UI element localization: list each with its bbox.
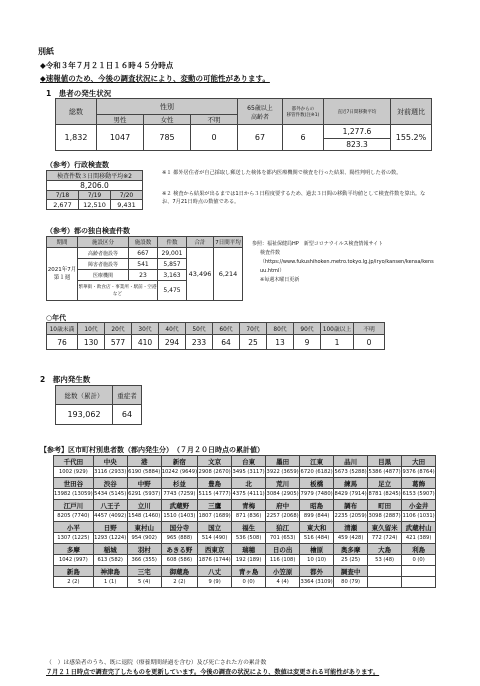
age-header-8: 80代 [267,323,294,335]
header-ratio: 対前週比 [391,99,432,125]
ward-name: 大田 [402,456,436,467]
header-unknown: 不明 [191,115,238,125]
age-value-0: 76 [47,335,78,350]
ward-name: 青梅 [232,500,266,511]
ref-line-2: 検査件数 [260,250,281,256]
ward-name: 多摩 [54,544,94,555]
ward-name: あきる野 [161,544,197,555]
ward-name: 町田 [368,500,402,511]
ward-name: 千代田 [54,456,94,467]
ward-name: 府中 [266,500,300,511]
ward-value: 5386 (4877) [368,467,402,478]
ward-name: 神津島 [93,566,127,577]
ward-value: 5 (4) [127,577,161,588]
age-header-11: 不明 [354,323,385,335]
ward-name: 瑞穂 [232,544,266,555]
ward-value: 3116 (2933) [93,467,127,478]
ward-value: 3084 (2905) [266,489,300,500]
section2-title: 2 都内発生数 [40,375,91,384]
ward-name: 国立 [198,522,232,533]
ward-name: 練馬 [334,478,368,489]
patient-status-table [55,98,432,151]
admin-tests-title: （参考）行政検査数 [46,161,109,169]
age-value-9: 9 [294,335,321,350]
ward-value: 1106 (1031) [402,511,436,522]
ward-value: 6291 (5937) [127,489,161,500]
ward-name: 三鷹 [198,500,232,511]
wards-update-note: ７月２１日時点で調査完了したものを更新しています。今後の調査の状況により、数値は変更される可能性があります。 [46,669,380,676]
value-severe: 64 [113,405,142,425]
time-stamp: ◆令和３年７月２１日１６時４５分時点 [40,61,174,70]
ward-name: 江戸川 [54,500,94,511]
ward-name: 青ヶ島 [232,566,266,577]
ward-value: 4457 (4092) [93,511,127,522]
age-header-4: 40代 [159,323,186,335]
ward-name: 文京 [198,456,232,467]
admin-date-3: 7/20 [111,191,143,200]
own-sum: 43,496 [187,248,214,301]
own-avg: 6,214 [214,248,243,301]
ward-name: 小金井 [402,500,436,511]
ward-value: 7743 (7259) [161,489,197,500]
doc-label: 別紙 [38,47,54,56]
age-value-1: 130 [78,335,105,350]
ward-value: 1042 (997) [54,555,94,566]
admin-count-1: 2,677 [47,200,79,210]
ward-value: 5673 (5288) [334,467,368,478]
header-total: 総数 [56,99,97,125]
ward-name: 小平 [54,522,94,533]
ward-name: 品川 [334,456,368,467]
ward-value: 1293 (1224) [93,533,127,544]
own-count-3: 3,163 [158,270,187,281]
ward-value: 8781 (8245) [368,489,402,500]
ward-value: 5434 (5145) [93,489,127,500]
ward-name: 北 [232,478,266,489]
ward-name: 都外 [300,566,334,577]
ward-value: 192 (189) [232,555,266,566]
ward-value: 421 (389) [402,533,436,544]
ward-value: 1 (1) [93,577,127,588]
ward-value: 3922 (3659) [266,467,300,478]
own-tests-table [46,236,243,301]
ward-value: 772 (724) [368,533,402,544]
age-header-1: 10代 [78,323,105,335]
own-type-2: 障害者施設等 [78,259,129,270]
header-avg-recent: 直近7日間移動平均 [324,99,391,125]
ward-value: 9376 (8764) [402,467,436,478]
ward-name: 目黒 [368,456,402,467]
ward-value: 2257 (2068) [266,511,300,522]
own-count-2: 5,857 [158,259,187,270]
ward-name: 日野 [93,522,127,533]
ward-value: 613 (582) [93,555,127,566]
age-value-3: 410 [132,335,159,350]
ward-value: 701 (653) [266,533,300,544]
ward-name: 福生 [232,522,266,533]
ward-value: 459 (428) [334,533,368,544]
ward-value [402,577,436,588]
admin-tests-header: 検査件数３日間移動平均※2 [47,171,143,181]
age-header-6: 60代 [213,323,240,335]
ward-value: 8429 (7914) [334,489,368,500]
age-header-5: 50代 [186,323,213,335]
own-count-4: 5,475 [158,281,187,301]
ward-value: 116 (108) [266,555,300,566]
ward-name: 中央 [93,456,127,467]
ward-value: 1876 (1744) [198,555,232,566]
ward-name: 江東 [300,456,334,467]
ward-value: 6190 (5884) [127,467,161,478]
ward-value: 2908 (2670) [198,467,232,478]
ward-name: 西東京 [198,544,232,555]
ward-value: 5115 (4777) [198,489,232,500]
ward-name: 荒川 [266,478,300,489]
own-count-1: 29,001 [158,248,187,259]
own-h-avg: 7日間平均 [214,237,243,248]
wards-title: 【参考】区市町村別患者数（都内発生分） （７月２０日時点の累計値） [40,446,264,454]
ward-name: 稲城 [93,544,127,555]
ward-name: 墨田 [266,456,300,467]
ward-value: 3098 (2887) [368,511,402,522]
admin-date-2: 7/19 [79,191,111,200]
ward-value [368,577,402,588]
ward-name: 杉並 [161,478,197,489]
ward-name: 世田谷 [54,478,94,489]
ward-name: 台東 [232,456,266,467]
ward-value: 1548 (1460) [127,511,161,522]
ward-name: 奥多摩 [334,544,368,555]
ward-name: 調布 [334,500,368,511]
value-elderly: 67 [238,125,283,151]
age-value-10: 1 [321,335,354,350]
ward-name: 昭島 [300,500,334,511]
ward-value: 9 (9) [198,577,232,588]
ward-name: 檜原 [300,544,334,555]
ward-value: 53 (48) [368,555,402,566]
preliminary-note: ◆速報値のため、今後の調査状況により、変動の可能性があります。 [40,74,270,83]
age-title: ○年代 [46,314,67,322]
own-tests-reference [252,240,434,285]
ward-name: 八丈 [198,566,232,577]
ward-value: 13982 (13059) [54,489,94,500]
ward-name: 国分寺 [161,522,197,533]
ward-name: 羽村 [127,544,161,555]
ward-value: 1510 (1403) [161,511,197,522]
ward-name: 武蔵野 [161,500,197,511]
ward-value: 10 (10) [300,555,334,566]
ward-value: 3364 (3109) [300,577,334,588]
ward-value: 965 (888) [161,533,197,544]
admin-date-1: 7/18 [47,191,79,200]
ward-name: 東久留米 [368,522,402,533]
ward-name: 日の出 [266,544,300,555]
ward-value: 3495 (3117) [232,467,266,478]
admin-tests-table [46,170,143,210]
own-period: 2021年7月第１週 [47,248,78,301]
own-h-period: 期間 [47,237,78,248]
ward-value: 608 (586) [161,555,197,566]
admin-count-2: 12,510 [79,200,111,210]
own-h-sum: 合計 [187,237,214,248]
ward-value: 8205 (7740) [54,511,94,522]
ward-name: 東村山 [127,522,161,533]
age-header-0: 10歳未満 [47,323,78,335]
header-female: 女性 [144,115,191,125]
ward-name: 大島 [368,544,402,555]
value-avg-prev: 823.3 [324,139,391,151]
ward-name: 豊島 [198,478,232,489]
ward-name: 板橋 [300,478,334,489]
ward-value: 536 (508) [232,533,266,544]
ward-name: 狛江 [266,522,300,533]
ward-name: 新島 [54,566,94,577]
ward-value: 4 (4) [266,577,300,588]
header-cumulative: 総数（累計） [56,386,113,405]
ward-name: 御蔵島 [161,566,197,577]
ward-value: 80 (79) [334,577,368,588]
ward-name: 立川 [127,500,161,511]
own-facility-3: 23 [129,270,158,281]
value-cumulative: 193,062 [56,405,113,425]
ward-value: 514 (490) [198,533,232,544]
header-sex: 性別 [97,99,238,115]
ward-value: 2 (2) [161,577,197,588]
age-value-4: 294 [159,335,186,350]
ward-value: 899 (844) [300,511,334,522]
ward-value: 871 (836) [232,511,266,522]
ref-line-3: （https://www.fukushihoken.metro.tokyo.lg.jp/iryo/kansen/kensa/kensuu.html） [260,259,434,274]
ward-name [402,566,436,577]
ward-value: 954 (902) [127,533,161,544]
ward-value: 6153 (5907) [402,489,436,500]
ward-value: 0 (0) [232,577,266,588]
own-facility-1: 667 [129,248,158,259]
ward-name: 八王子 [93,500,127,511]
ward-name: 調査中 [334,566,368,577]
value-unknown: 0 [191,125,238,151]
ward-name: 中野 [127,478,161,489]
age-header-9: 90代 [294,323,321,335]
own-type-4: 繁華街・飲食店・事業所・駅前・空港など [78,281,158,301]
ward-value: 2235 (2059) [334,511,368,522]
ward-name: 小笠原 [266,566,300,577]
ward-value: 366 (355) [127,555,161,566]
admin-count-3: 9,431 [111,200,143,210]
ward-name: 足立 [368,478,402,489]
wards-table [53,455,436,588]
ward-value: 1002 (929) [54,467,94,478]
ward-value: 4375 (4111) [232,489,266,500]
age-table [46,322,385,350]
own-h-count: 件数 [158,237,187,248]
own-h-facility: 施設数 [129,237,158,248]
own-facility-2: 541 [129,259,158,270]
note-1: ※１ 都外居住者が自己採取し郵送した検体を都内医療機関で検査を行った結果、陽性判明した者の数。 [162,170,402,176]
wards-footnote: （ ）は感染者のうち、既に退院（療養期間経過を含む）及び死亡された方の累計数 [46,660,267,666]
ward-value: 516 (484) [300,533,334,544]
admin-tests-value: 8,206.0 [47,181,143,191]
age-value-7: 25 [240,335,267,350]
tokyo-total-table [55,385,142,425]
ward-value: 7979 (7480) [300,489,334,500]
header-transfer: 都外からの 移管件数(注※1) [283,99,324,125]
value-female: 785 [144,125,191,151]
ward-name [368,566,402,577]
age-header-7: 70代 [240,323,267,335]
ward-value: 10242 (9649) [161,467,197,478]
value-total: 1,832 [56,125,97,151]
age-value-5: 233 [186,335,213,350]
ward-name: 武蔵村山 [402,522,436,533]
value-transfer: 6 [283,125,324,151]
value-avg-recent: 1,277.6 [324,125,391,139]
age-value-11: 0 [354,335,385,350]
own-h-type: 施設区分 [78,237,129,248]
ward-name: 葛飾 [402,478,436,489]
ward-name: 新宿 [161,456,197,467]
ward-value: 25 (25) [334,555,368,566]
header-severe: 重症者 [113,386,142,405]
header-male: 男性 [97,115,144,125]
ward-value: 0 (0) [402,555,436,566]
ward-name: 利島 [402,544,436,555]
own-type-1: 高齢者施設等 [78,248,129,259]
section1-title: 1 患者の発生状況 [46,89,112,98]
value-male: 1047 [97,125,144,151]
ward-value: 1807 (1689) [198,511,232,522]
age-header-3: 30代 [132,323,159,335]
ward-name: 渋谷 [93,478,127,489]
age-value-8: 13 [267,335,294,350]
age-header-2: 20代 [105,323,132,335]
ward-name: 港 [127,456,161,467]
ward-value: 2 (2) [54,577,94,588]
ward-value: 6720 (6182) [300,467,334,478]
value-ratio: 155.2% [391,125,432,151]
ward-name: 東大和 [300,522,334,533]
ref-line-4: ※毎週木曜日更新 [260,277,300,283]
ward-name: 清瀬 [334,522,368,533]
note-2: ※２ 検査から結果が出るまでは1日から３日程度要するため、過去３日間の移動平均値として検査件数を算出。なお、7月21日時点の数値である。 [162,191,426,205]
age-header-10: 100歳以上 [321,323,354,335]
own-tests-title: （参考）都の独自検査件数 [46,227,130,235]
ref-line-1: 参照：福祉保健局HP 新型コロナウイルス検査情報サイト [252,241,384,247]
ward-name: 三宅 [127,566,161,577]
ward-value: 1307 (1225) [54,533,94,544]
header-elderly: 65歳以上 高齢者 [238,99,283,125]
age-value-2: 577 [105,335,132,350]
age-value-6: 64 [213,335,240,350]
own-type-3: 医療機関 [78,270,129,281]
